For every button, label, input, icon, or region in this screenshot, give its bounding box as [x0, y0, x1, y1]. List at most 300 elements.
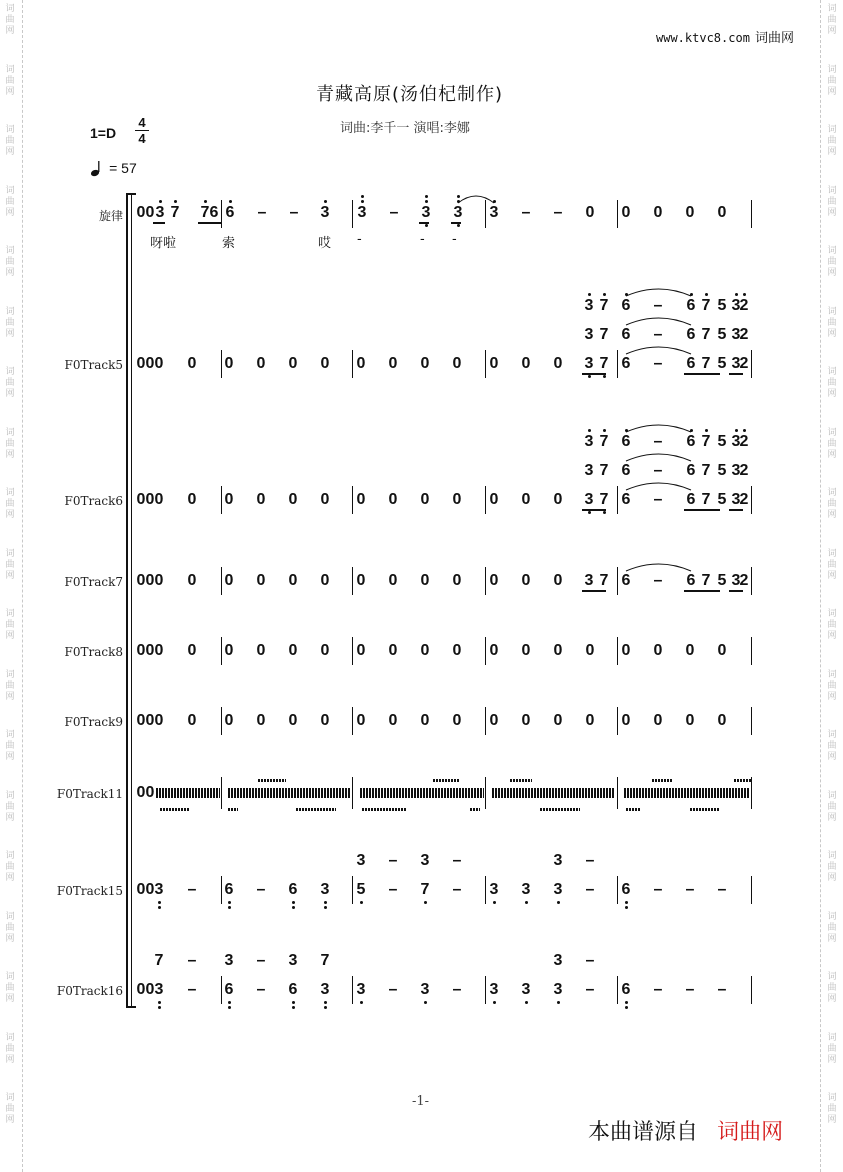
note-glyph: 0 [452, 572, 462, 589]
note-glyph: – [585, 852, 595, 869]
note-glyph: 7 [701, 572, 711, 589]
watermark-char: 曲 [827, 499, 837, 509]
note-glyph: 2 [739, 462, 749, 479]
note-glyph: 3 [357, 204, 367, 221]
note-glyph: 7 [701, 433, 711, 450]
octave-dot [603, 429, 606, 432]
beam-line [582, 373, 606, 375]
note-glyph: 0 [256, 355, 266, 372]
watermark-char: 曲 [5, 75, 15, 86]
note-glyph: – [388, 881, 398, 898]
note-glyph: – [653, 297, 663, 314]
note-glyph: – [685, 881, 695, 898]
note-glyph: 6 [686, 572, 696, 589]
note-glyph: 0 [145, 784, 155, 801]
watermark-char: 曲 [5, 15, 15, 25]
octave-dot [292, 1001, 295, 1004]
note-glyph: – [256, 952, 266, 969]
watermark-char: 词 [827, 4, 837, 14]
system-bracket [126, 193, 128, 1008]
watermark-char: 词 [5, 427, 15, 438]
note-glyph: – [653, 572, 663, 589]
note-glyph: 0 [320, 491, 330, 508]
note-glyph: – [187, 881, 197, 898]
barline [352, 350, 353, 378]
watermark-char: 词 [5, 851, 15, 861]
watermark-char: 曲 [827, 317, 837, 328]
watermark-char: 曲 [827, 862, 837, 872]
note-glyph: 0 [717, 204, 727, 221]
watermark-char: 网 [827, 86, 837, 97]
note-glyph: 0 [489, 572, 499, 589]
lyric-syllable: - [420, 232, 425, 247]
note-glyph: 5 [717, 433, 727, 450]
barline [751, 976, 752, 1004]
watermark-char: 词 [827, 972, 837, 982]
site-name[interactable]: 词曲网 [755, 31, 795, 46]
note-glyph: 0 [356, 712, 366, 729]
note-glyph: – [256, 881, 266, 898]
track-label: F0Track15 [56, 884, 123, 898]
watermark-char: 网 [5, 268, 15, 278]
site-url[interactable]: www.ktvc8.com [656, 31, 750, 45]
watermark-char: 网 [5, 1115, 15, 1125]
barline [751, 350, 752, 378]
note-glyph: 0 [145, 981, 155, 998]
note-glyph: 3 [584, 326, 594, 343]
note-glyph: 3 [420, 852, 430, 869]
octave-dot [557, 901, 560, 904]
note-glyph: – [521, 204, 531, 221]
note-glyph: 6 [621, 433, 631, 450]
octave-dot [493, 901, 496, 904]
note-glyph: 3 [320, 881, 330, 898]
octave-dot [457, 224, 460, 227]
barline [485, 976, 486, 1004]
left-margin-line [22, 0, 23, 1172]
watermark-char: 词 [827, 125, 837, 135]
note-glyph: 0 [145, 881, 155, 898]
octave-dot [360, 901, 363, 904]
octave-dot [228, 901, 231, 904]
octave-dot [228, 1001, 231, 1004]
watermark-char: 网 [827, 26, 837, 36]
octave-dot [292, 906, 295, 909]
right-margin-line [820, 0, 821, 1172]
beam-line [419, 222, 429, 224]
watermark-char: 曲 [827, 15, 837, 25]
octave-dot [588, 429, 591, 432]
note-glyph: 0 [521, 642, 531, 659]
note-glyph: – [717, 981, 727, 998]
note-glyph: 3 [731, 297, 741, 314]
dense-note-run [360, 788, 484, 798]
note-glyph: 0 [420, 572, 430, 589]
quarter-note-icon [90, 160, 104, 178]
watermark-char: 曲 [5, 196, 15, 207]
note-glyph: 3 [489, 204, 499, 221]
barline [352, 777, 353, 809]
dense-dots-below [362, 808, 406, 811]
barline [617, 350, 618, 378]
note-glyph: 3 [320, 981, 330, 998]
note-glyph: 0 [553, 491, 563, 508]
barline [352, 486, 353, 514]
note-glyph: 6 [288, 981, 298, 998]
note-glyph: 7 [701, 462, 711, 479]
beam-line [198, 222, 222, 224]
octave-dot [743, 293, 746, 296]
note-glyph: – [187, 981, 197, 998]
note-glyph: – [653, 355, 663, 372]
note-glyph: 6 [209, 204, 219, 221]
note-glyph: 2 [739, 297, 749, 314]
dense-dots-above [510, 779, 532, 782]
note-glyph: 0 [420, 491, 430, 508]
note-glyph: 6 [224, 881, 234, 898]
watermark-char: 网 [5, 873, 15, 883]
watermark-char: 网 [5, 389, 15, 399]
watermark-char: 网 [5, 994, 15, 1004]
note-glyph: 3 [584, 462, 594, 479]
note-glyph: 0 [320, 642, 330, 659]
octave-dot [735, 293, 738, 296]
watermark-char: 词 [827, 367, 837, 377]
barline [485, 777, 486, 809]
note-glyph: 5 [717, 462, 727, 479]
barline [617, 200, 618, 228]
note-glyph: – [553, 204, 563, 221]
barline [221, 876, 222, 904]
watermark-char: 网 [5, 691, 15, 702]
note-glyph: 0 [154, 355, 164, 372]
watermark-char: 曲 [5, 983, 15, 993]
watermark-char: 网 [827, 812, 837, 823]
note-glyph: 0 [136, 642, 146, 659]
note-glyph: 0 [553, 712, 563, 729]
note-glyph: 0 [136, 204, 146, 221]
note-glyph: 0 [288, 572, 298, 589]
dense-dots-below [470, 808, 480, 811]
note-glyph: 7 [599, 491, 609, 508]
octave-dot [324, 1006, 327, 1009]
watermark-char: 词 [5, 669, 15, 680]
watermark-char: 曲 [827, 922, 837, 933]
barline [617, 567, 618, 595]
track-label: F0Track7 [64, 575, 123, 589]
watermark-char: 曲 [5, 741, 15, 751]
note-glyph: 7 [320, 952, 330, 969]
watermark-char: 网 [5, 328, 15, 339]
note-glyph: 3 [154, 981, 164, 998]
note-glyph: – [653, 981, 663, 998]
barline [221, 707, 222, 735]
note-glyph: 0 [452, 355, 462, 372]
octave-dot [174, 200, 177, 203]
note-glyph: 6 [621, 491, 631, 508]
note-glyph: – [452, 981, 462, 998]
dense-dots-below [228, 808, 238, 811]
note-glyph: 3 [731, 326, 741, 343]
note-glyph: 3 [584, 572, 594, 589]
note-glyph: 0 [388, 712, 398, 729]
time-signature-top: 4 [138, 115, 146, 130]
watermark-char: 曲 [5, 1043, 15, 1054]
octave-dot [525, 901, 528, 904]
watermark-char: 曲 [827, 680, 837, 691]
note-glyph: 0 [420, 712, 430, 729]
watermark-char: 网 [5, 207, 15, 218]
note-glyph: 0 [256, 712, 266, 729]
dense-dots-above [734, 779, 752, 782]
note-glyph: 6 [621, 462, 631, 479]
track-label: F0Track9 [64, 715, 123, 729]
watermark-char: 网 [5, 449, 15, 460]
watermark-char: 词 [5, 246, 15, 256]
footer [588, 1115, 783, 1146]
watermark-char: 网 [5, 812, 15, 823]
note-glyph: 0 [256, 572, 266, 589]
note-glyph: – [653, 433, 663, 450]
watermark-char: 曲 [5, 559, 15, 570]
note-glyph: 0 [653, 712, 663, 729]
note-glyph: 3 [489, 881, 499, 898]
dense-note-run [624, 788, 750, 798]
watermark-char: 网 [5, 631, 15, 641]
watermark-char: 词 [5, 609, 15, 619]
note-glyph: 3 [453, 204, 463, 221]
watermark-char: 曲 [5, 680, 15, 691]
note-glyph: 0 [145, 355, 155, 372]
note-glyph: 0 [154, 572, 164, 589]
octave-dot [361, 195, 364, 198]
watermark-char: 曲 [5, 438, 15, 449]
barline [352, 976, 353, 1004]
watermark-char: 词 [5, 4, 15, 14]
score-title: 青藏高原(汤伯杞制作) [316, 84, 504, 105]
note-glyph: 0 [452, 642, 462, 659]
note-glyph: 3 [584, 297, 594, 314]
dense-dots-above [433, 779, 459, 782]
note-glyph: 3 [320, 204, 330, 221]
note-glyph: 2 [739, 355, 749, 372]
octave-dot [204, 200, 207, 203]
note-glyph: – [289, 204, 299, 221]
note-glyph: 0 [145, 642, 155, 659]
note-glyph: 7 [599, 297, 609, 314]
watermark-char: 曲 [827, 257, 837, 267]
note-glyph: 0 [288, 491, 298, 508]
barline [221, 567, 222, 595]
note-glyph: 0 [288, 712, 298, 729]
note-glyph: – [717, 881, 727, 898]
octave-dot [424, 901, 427, 904]
note-glyph: 0 [356, 572, 366, 589]
octave-dot [705, 293, 708, 296]
barline [617, 876, 618, 904]
note-glyph: 0 [489, 712, 499, 729]
barline [617, 637, 618, 665]
dense-dots-above [258, 779, 286, 782]
octave-dot [557, 1001, 560, 1004]
note-glyph: 6 [288, 881, 298, 898]
watermark-char: 曲 [827, 196, 837, 207]
tempo-value: = 57 [109, 160, 137, 176]
note-glyph: 3 [584, 355, 594, 372]
note-glyph: 3 [731, 462, 741, 479]
note-glyph: 3 [224, 952, 234, 969]
watermark-char: 曲 [5, 1104, 15, 1114]
bracket-bottom-hook [126, 1006, 136, 1008]
octave-dot [743, 429, 746, 432]
note-glyph: – [187, 952, 197, 969]
note-glyph: – [388, 981, 398, 998]
barline [751, 637, 752, 665]
dense-dots-below [626, 808, 640, 811]
watermark-char: 词 [5, 488, 15, 498]
barline [751, 707, 752, 735]
note-glyph: 7 [701, 297, 711, 314]
note-glyph: 0 [154, 642, 164, 659]
watermark-char: 网 [827, 752, 837, 762]
watermark-char: 词 [827, 306, 837, 317]
watermark-char: 词 [5, 125, 15, 135]
watermark-char: 词 [5, 64, 15, 75]
barline [751, 567, 752, 595]
note-glyph: 7 [200, 204, 210, 221]
note-glyph: 0 [288, 355, 298, 372]
octave-dot [361, 200, 364, 203]
note-glyph: 3 [553, 852, 563, 869]
system-bracket-thin [131, 193, 132, 1008]
note-glyph: 7 [599, 355, 609, 372]
dense-dots-below [540, 808, 580, 811]
note-glyph: 0 [585, 642, 595, 659]
dense-dots-below [690, 808, 720, 811]
note-glyph: 0 [420, 355, 430, 372]
note-glyph: 0 [717, 642, 727, 659]
note-glyph: 3 [731, 491, 741, 508]
note-glyph: 3 [356, 852, 366, 869]
footer-site-link[interactable]: 词曲网 [717, 1120, 784, 1145]
note-glyph: 5 [717, 297, 727, 314]
barline [221, 486, 222, 514]
barline [617, 976, 618, 1004]
note-glyph: 6 [686, 462, 696, 479]
note-glyph: 0 [685, 712, 695, 729]
note-glyph: 0 [585, 204, 595, 221]
note-glyph: 0 [136, 491, 146, 508]
watermark-char: 曲 [827, 136, 837, 146]
barline [617, 486, 618, 514]
note-glyph: 3 [489, 981, 499, 998]
note-glyph: 0 [553, 355, 563, 372]
tie-arc [624, 420, 693, 434]
note-glyph: 0 [356, 642, 366, 659]
watermark-char: 网 [827, 389, 837, 399]
watermark-char: 曲 [5, 922, 15, 933]
dense-dots-below [160, 808, 190, 811]
note-glyph: 6 [686, 433, 696, 450]
note-glyph: 3 [553, 981, 563, 998]
note-glyph: 7 [599, 326, 609, 343]
note-glyph: 0 [136, 881, 146, 898]
beam-line [684, 509, 720, 511]
tempo-marking [90, 158, 137, 178]
octave-dot [603, 375, 606, 378]
beam-line [729, 509, 743, 511]
note-glyph: – [257, 204, 267, 221]
octave-dot [603, 293, 606, 296]
note-glyph: 0 [653, 204, 663, 221]
note-glyph: 3 [521, 981, 531, 998]
note-glyph: – [452, 881, 462, 898]
note-glyph: 7 [154, 952, 164, 969]
note-glyph: 3 [584, 433, 594, 450]
octave-dot [425, 200, 428, 203]
note-glyph: 0 [521, 572, 531, 589]
note-glyph: 0 [653, 642, 663, 659]
note-glyph: – [452, 852, 462, 869]
barline [485, 350, 486, 378]
beam-line [729, 373, 743, 375]
watermark-char: 词 [827, 488, 837, 498]
note-glyph: 0 [224, 712, 234, 729]
note-glyph: 0 [136, 572, 146, 589]
octave-dot [292, 1006, 295, 1009]
barline [352, 637, 353, 665]
octave-dot [425, 224, 428, 227]
barline [485, 637, 486, 665]
octave-dot [625, 901, 628, 904]
note-glyph: 5 [717, 572, 727, 589]
note-glyph: 6 [621, 355, 631, 372]
beam-line [153, 222, 165, 224]
note-glyph: 0 [320, 572, 330, 589]
note-glyph: 3 [155, 204, 165, 221]
watermark-char: 词 [5, 548, 15, 559]
watermark-char: 词 [827, 730, 837, 740]
note-glyph: 0 [224, 642, 234, 659]
watermark-char: 曲 [5, 801, 15, 812]
octave-dot [324, 200, 327, 203]
tie-arc [624, 449, 693, 463]
barline [352, 567, 353, 595]
note-glyph: 0 [585, 712, 595, 729]
note-glyph: 0 [388, 572, 398, 589]
watermark-char: 网 [827, 1115, 837, 1125]
note-glyph: 6 [686, 297, 696, 314]
barline [485, 486, 486, 514]
barline [485, 707, 486, 735]
octave-dot [292, 901, 295, 904]
note-glyph: 6 [686, 326, 696, 343]
watermark-char: 曲 [827, 983, 837, 993]
track-label: F0Track16 [56, 984, 123, 998]
note-glyph: 0 [145, 712, 155, 729]
note-glyph: 6 [621, 881, 631, 898]
watermark-char: 词 [5, 911, 15, 922]
octave-dot [493, 200, 496, 203]
note-glyph: 0 [521, 712, 531, 729]
barline [751, 486, 752, 514]
lyric-syllable: - [452, 232, 457, 247]
note-glyph: 0 [388, 491, 398, 508]
note-glyph: 3 [521, 881, 531, 898]
watermark-char: 词 [5, 790, 15, 801]
note-glyph: 5 [717, 355, 727, 372]
octave-dot [159, 200, 162, 203]
